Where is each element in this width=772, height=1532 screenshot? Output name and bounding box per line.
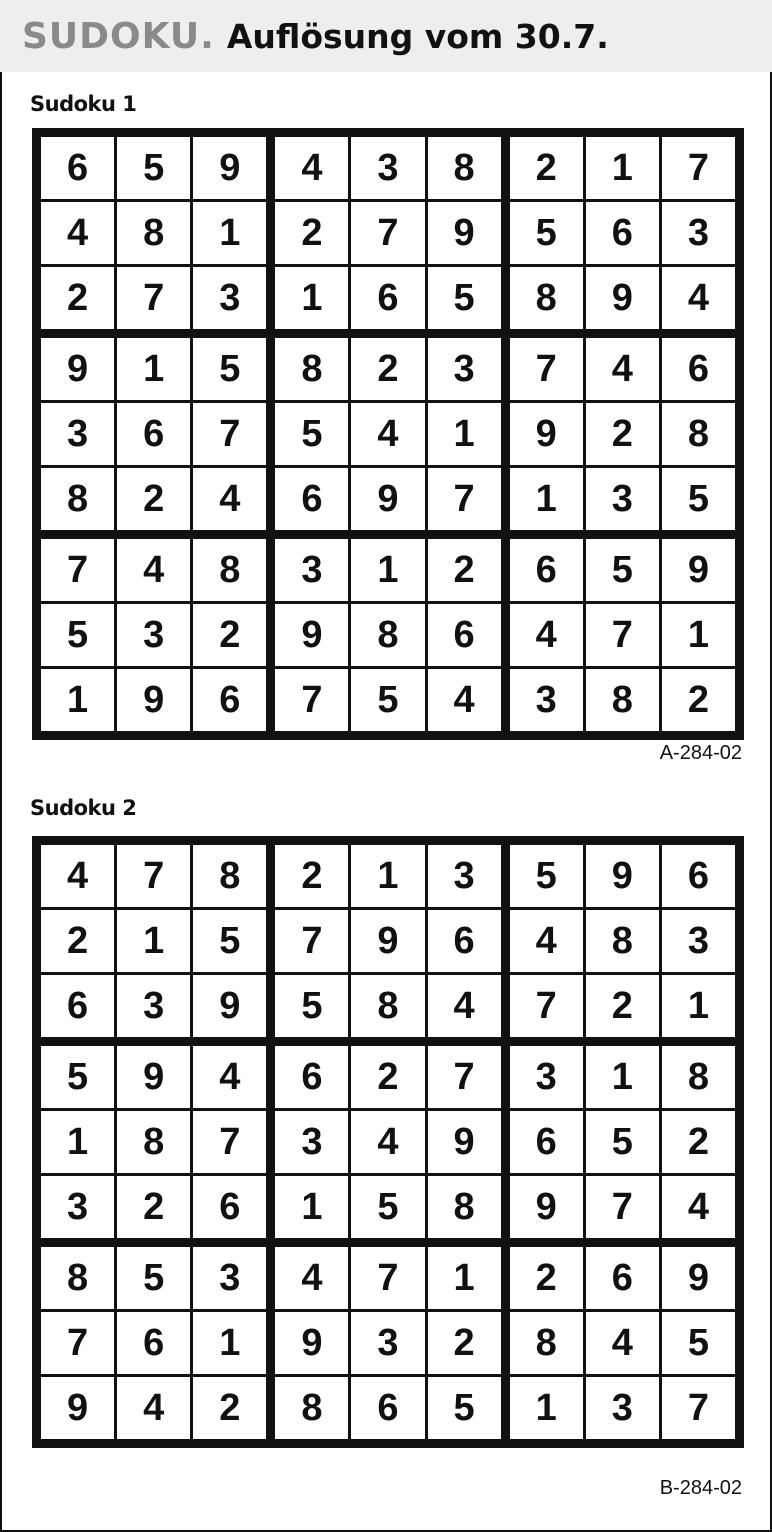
sudoku-cell: 1 xyxy=(510,468,583,530)
sudoku-cell: 1 xyxy=(351,845,424,907)
sudoku-cell: 9 xyxy=(193,137,266,199)
page-title: Auflösung vom 30.7. xyxy=(226,16,609,56)
sudoku-cell: 1 xyxy=(275,267,348,329)
sudoku-cell: 6 xyxy=(586,202,659,264)
sudoku-grid-2 xyxy=(32,836,744,1448)
sudoku-cell: 6 xyxy=(41,137,114,199)
sudoku-cell: 2 xyxy=(41,267,114,329)
sudoku-cell: 8 xyxy=(351,975,424,1037)
sudoku-cell: 3 xyxy=(351,137,424,199)
sudoku-cell: 5 xyxy=(428,267,501,329)
puzzle-1-label: Sudoku 1 xyxy=(30,92,137,116)
sudoku-cell: 9 xyxy=(662,1247,735,1309)
sudoku-cell: 6 xyxy=(275,1046,348,1108)
sudoku-cell: 7 xyxy=(662,1377,735,1439)
sudoku-cell: 1 xyxy=(41,669,114,731)
sudoku-cell: 4 xyxy=(193,1046,266,1108)
sudoku-cell: 6 xyxy=(275,468,348,530)
sudoku-cell: 7 xyxy=(117,267,190,329)
sudoku-cell: 7 xyxy=(510,338,583,400)
sudoku-cell: 2 xyxy=(428,1312,501,1374)
sudoku-cell: 6 xyxy=(586,1247,659,1309)
sudoku-cell: 2 xyxy=(275,845,348,907)
sudoku-cell: 4 xyxy=(275,137,348,199)
sudoku-cell: 5 xyxy=(41,1046,114,1108)
sudoku-cell: 5 xyxy=(275,403,348,465)
sudoku-cell: 6 xyxy=(193,669,266,731)
sudoku-cell: 7 xyxy=(428,1046,501,1108)
sudoku-cell: 8 xyxy=(41,1247,114,1309)
sudoku-cell: 1 xyxy=(428,403,501,465)
sudoku-cell: 3 xyxy=(275,1111,348,1173)
sudoku-cell: 1 xyxy=(275,1176,348,1238)
sudoku-cell: 1 xyxy=(117,910,190,972)
sudoku-cell: 5 xyxy=(193,338,266,400)
sudoku-cell: 7 xyxy=(586,1176,659,1238)
sudoku-cell: 5 xyxy=(586,539,659,601)
sudoku-cell: 4 xyxy=(41,845,114,907)
sudoku-cell: 3 xyxy=(428,845,501,907)
sudoku-cell: 8 xyxy=(510,1312,583,1374)
brand-title: SUDOKU. xyxy=(22,15,215,57)
sudoku-cell: 3 xyxy=(193,1247,266,1309)
sudoku-cell: 9 xyxy=(510,403,583,465)
sudoku-cell: 1 xyxy=(193,1312,266,1374)
sudoku-cell: 4 xyxy=(351,1111,424,1173)
sudoku-cell: 4 xyxy=(117,539,190,601)
sudoku-cell: 5 xyxy=(510,202,583,264)
sudoku-cell: 4 xyxy=(428,975,501,1037)
sudoku-cell: 5 xyxy=(193,910,266,972)
sudoku-cell: 9 xyxy=(117,669,190,731)
sudoku-cell: 1 xyxy=(193,202,266,264)
sudoku-cell: 4 xyxy=(193,468,266,530)
sudoku-cell: 5 xyxy=(662,1312,735,1374)
sudoku-cell: 9 xyxy=(351,468,424,530)
sudoku-cell: 2 xyxy=(193,1377,266,1439)
puzzle-1-code: A-284-02 xyxy=(659,742,742,764)
sudoku-cell: 8 xyxy=(117,1111,190,1173)
sudoku-cell: 5 xyxy=(510,845,583,907)
sudoku-cell: 2 xyxy=(662,669,735,731)
sudoku-cell: 7 xyxy=(662,137,735,199)
sudoku-cell: 5 xyxy=(662,468,735,530)
sudoku-cell: 3 xyxy=(428,338,501,400)
sudoku-cell: 7 xyxy=(275,669,348,731)
sudoku-cell: 2 xyxy=(662,1111,735,1173)
sudoku-cell: 3 xyxy=(586,468,659,530)
sudoku-cell: 5 xyxy=(351,669,424,731)
sudoku-cell: 2 xyxy=(586,975,659,1037)
sudoku-cell: 5 xyxy=(41,604,114,666)
sudoku-cell: 9 xyxy=(662,539,735,601)
sudoku-cell: 7 xyxy=(117,845,190,907)
sudoku-cell: 4 xyxy=(510,910,583,972)
sudoku-cell: 2 xyxy=(193,604,266,666)
sudoku-cell: 8 xyxy=(117,202,190,264)
sudoku-cell: 3 xyxy=(275,539,348,601)
sudoku-cell: 6 xyxy=(662,845,735,907)
sudoku-cell: 6 xyxy=(510,1111,583,1173)
sudoku-cell: 6 xyxy=(41,975,114,1037)
sudoku-cell: 7 xyxy=(428,468,501,530)
sudoku-cell: 8 xyxy=(41,468,114,530)
sudoku-cell: 6 xyxy=(351,267,424,329)
sudoku-cell: 7 xyxy=(41,539,114,601)
sudoku-cell: 4 xyxy=(586,1312,659,1374)
sudoku-cell: 5 xyxy=(117,1247,190,1309)
sudoku-cell: 6 xyxy=(193,1176,266,1238)
sudoku-cell: 8 xyxy=(193,845,266,907)
sudoku-cell: 8 xyxy=(351,604,424,666)
sudoku-cell: 6 xyxy=(428,604,501,666)
sudoku-cell: 2 xyxy=(117,468,190,530)
sudoku-cell: 9 xyxy=(428,1111,501,1173)
sudoku-cell: 5 xyxy=(586,1111,659,1173)
sudoku-cell: 3 xyxy=(41,1176,114,1238)
sudoku-cell: 2 xyxy=(510,137,583,199)
sudoku-cell: 9 xyxy=(586,267,659,329)
sudoku-cell: 8 xyxy=(586,669,659,731)
sudoku-cell: 3 xyxy=(117,604,190,666)
sudoku-cell: 4 xyxy=(351,403,424,465)
puzzle-2-label: Sudoku 2 xyxy=(30,796,137,820)
sudoku-cell: 3 xyxy=(117,975,190,1037)
sudoku-cell: 7 xyxy=(510,975,583,1037)
puzzle-2-code: B-284-02 xyxy=(659,1477,742,1499)
sudoku-cell: 9 xyxy=(41,1377,114,1439)
sudoku-cell: 9 xyxy=(275,604,348,666)
sudoku-cell: 2 xyxy=(41,910,114,972)
sudoku-cell: 6 xyxy=(351,1377,424,1439)
sudoku-cell: 3 xyxy=(351,1312,424,1374)
sudoku-cell: 6 xyxy=(662,338,735,400)
sudoku-cell: 3 xyxy=(510,1046,583,1108)
sudoku-cell: 7 xyxy=(193,1111,266,1173)
sudoku-cell: 6 xyxy=(428,910,501,972)
page-header xyxy=(0,0,772,72)
sudoku-cell: 8 xyxy=(662,403,735,465)
sudoku-cell: 2 xyxy=(351,338,424,400)
sudoku-cell: 6 xyxy=(117,1312,190,1374)
sudoku-cell: 6 xyxy=(117,403,190,465)
sudoku-cell: 9 xyxy=(193,975,266,1037)
sudoku-cell: 8 xyxy=(428,1176,501,1238)
sudoku-cell: 4 xyxy=(662,1176,735,1238)
sudoku-cell: 2 xyxy=(351,1046,424,1108)
sudoku-cell: 2 xyxy=(586,403,659,465)
sudoku-cell: 4 xyxy=(41,202,114,264)
sudoku-cell: 2 xyxy=(117,1176,190,1238)
sudoku-cell: 4 xyxy=(662,267,735,329)
sudoku-cell: 9 xyxy=(586,845,659,907)
sudoku-cell: 2 xyxy=(275,202,348,264)
sudoku-cell: 8 xyxy=(510,267,583,329)
sudoku-cell: 3 xyxy=(662,910,735,972)
sudoku-cell: 9 xyxy=(117,1046,190,1108)
sudoku-cell: 7 xyxy=(275,910,348,972)
sudoku-cell: 7 xyxy=(193,403,266,465)
sudoku-cell: 4 xyxy=(586,338,659,400)
sudoku-grid-1 xyxy=(32,128,744,740)
sudoku-cell: 3 xyxy=(193,267,266,329)
sudoku-cell: 5 xyxy=(275,975,348,1037)
sudoku-cell: 4 xyxy=(275,1247,348,1309)
sudoku-cell: 4 xyxy=(117,1377,190,1439)
sudoku-cell: 1 xyxy=(510,1377,583,1439)
sudoku-cell: 8 xyxy=(586,910,659,972)
sudoku-cell: 1 xyxy=(586,1046,659,1108)
sudoku-cell: 3 xyxy=(662,202,735,264)
sudoku-cell: 8 xyxy=(662,1046,735,1108)
sudoku-cell: 4 xyxy=(428,669,501,731)
sudoku-cell: 6 xyxy=(510,539,583,601)
sudoku-cell: 5 xyxy=(428,1377,501,1439)
sudoku-cell: 8 xyxy=(275,1377,348,1439)
sudoku-cell: 1 xyxy=(662,975,735,1037)
sudoku-cell: 2 xyxy=(428,539,501,601)
sudoku-cell: 8 xyxy=(275,338,348,400)
sudoku-cell: 8 xyxy=(193,539,266,601)
sudoku-cell: 3 xyxy=(510,669,583,731)
sudoku-cell: 1 xyxy=(41,1111,114,1173)
sudoku-cell: 8 xyxy=(428,137,501,199)
sudoku-cell: 9 xyxy=(510,1176,583,1238)
sudoku-cell: 5 xyxy=(117,137,190,199)
sudoku-cell: 9 xyxy=(41,338,114,400)
sudoku-cell: 1 xyxy=(351,539,424,601)
sudoku-cell: 7 xyxy=(41,1312,114,1374)
sudoku-cell: 5 xyxy=(351,1176,424,1238)
sudoku-cell: 1 xyxy=(662,604,735,666)
sudoku-cell: 9 xyxy=(351,910,424,972)
sudoku-cell: 7 xyxy=(351,202,424,264)
sudoku-cell: 1 xyxy=(117,338,190,400)
sudoku-cell: 3 xyxy=(586,1377,659,1439)
sudoku-cell: 7 xyxy=(586,604,659,666)
sudoku-cell: 2 xyxy=(510,1247,583,1309)
sudoku-cell: 9 xyxy=(428,202,501,264)
sudoku-cell: 1 xyxy=(586,137,659,199)
sudoku-cell: 3 xyxy=(41,403,114,465)
sudoku-cell: 9 xyxy=(275,1312,348,1374)
sudoku-cell: 1 xyxy=(428,1247,501,1309)
sudoku-cell: 7 xyxy=(351,1247,424,1309)
sudoku-cell: 4 xyxy=(510,604,583,666)
